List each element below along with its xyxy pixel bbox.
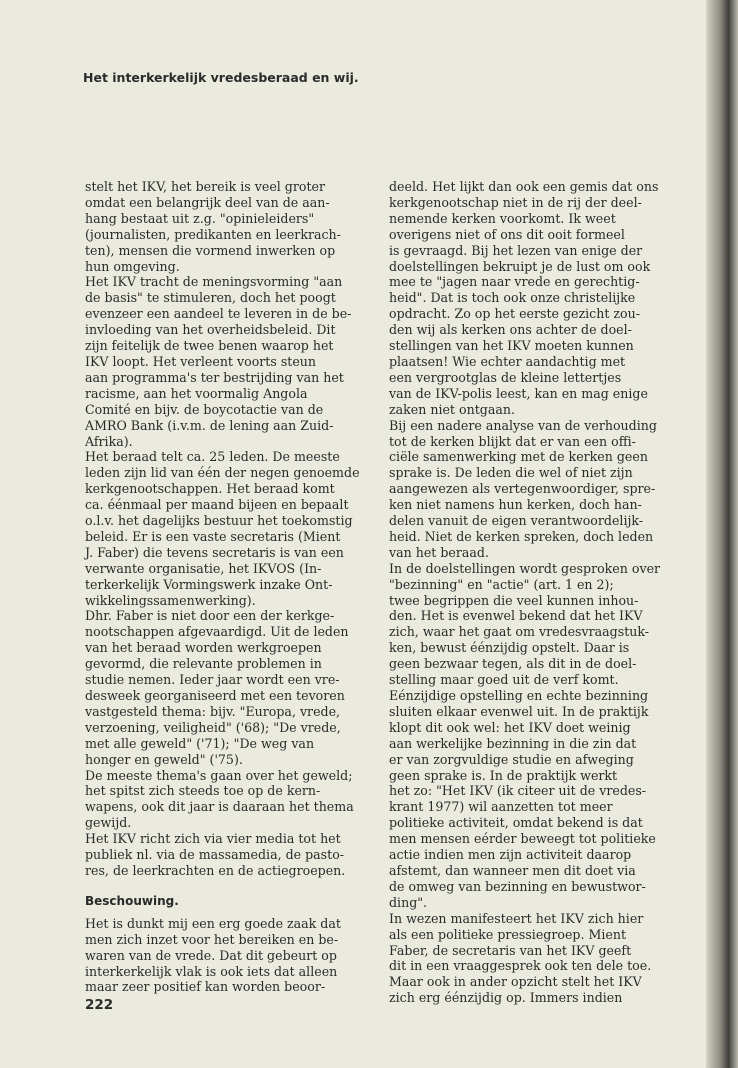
paragraph: Het beraad telt ca. 25 leden. De meeste leden zijn lid van één der negen genoemde kerkgenootschappen. Het beraad komt ca. éénmaal per maand bijeen en bepaalt o.l.v. het dagelijks bestuur het toekomstig beleid. Er is een vaste secretaris (Mient J. Faber) die tevens secretaris is van een verwante organisatie, het IKVOS (In- terkerkelijk Vormingswerk inzake Ont- wikkelingssamenwerking). <box>85 449 360 608</box>
paragraph: Het IKV richt zich via vier media tot het publiek nl. via de massamedia, de pasto- res, de leerkrachten en de actiegroepen. <box>85 831 346 878</box>
paragraph: stelt het IKV, het bereik is veel groter omdat een belangrijk deel van de aan- hang bestaat uit z.g. "opinieleiders" (journalisten, predikanten en leerkrach- ten), mensen die vormend inwerken op hun omgeving. <box>85 179 341 274</box>
left-column <box>85 179 363 995</box>
running-header: Het interkerkelijk vredesberaad en wij. <box>83 70 359 85</box>
paragraph: Dhr. Faber is niet door een der kerkge- nootschappen afgevaardigd. Uit de leden van het beraad worden werkgroepen gevormd, die relevante problemen in studie nemen. Ieder jaar wordt een vre- desweek georganiseerd met een tevoren vastgesteld thema: bijv. "Europa, vrede, verzoening, veiligheid" ('68); "De vrede, met alle geweld" ('71); "De weg van honger en geweld" ('75). <box>85 608 349 767</box>
paragraph: De meeste thema's gaan over het geweld; het spitst zich steeds toe op de kern- wapens, ook dit jaar is daaraan het thema gewijd. <box>85 767 354 831</box>
section-heading: Beschouwing. <box>85 893 179 908</box>
paragraph: deeld. Het lijkt dan ook een gemis dat ons kerkgenootschap niet in de rij der deel- nemende kerken voorkomt. Ik weet overigens niet of ons dit ooit formeel is gevraagd. Bij het lezen van enige der doelstellingen bekruipt je de lust om ook mee te "jagen naar vrede en gerechtig- heid". Dat is toch ook onze christelijke opdracht. Zo op het eerste gezicht zou- den wij als kerken ons achter de doel- stellingen van het IKV moeten kunnen plaatsen! Wie echter aandachtig met een vergrootglas de kleine lettertjes van de IKV-polis leest, kan en mag enige zaken niet ontgaan. <box>389 179 659 417</box>
paragraph: In wezen manifesteert het IKV zich hier als een politieke pressiegroep. Mient Faber, de secretaris van het IKV geeft dit in een vraaggesprek ook ten dele toe. Maar ook in ander opzicht stelt het IKV zich erg éénzijdig op. Immers indien <box>389 910 652 1006</box>
book-spine-edge <box>706 0 738 1068</box>
paragraph: In de doelstellingen wordt gesproken over "bezinning" en "actie" (art. 1 en 2); twee begrippen die veel kunnen inhou- den. Het is evenwel bekend dat het IKV zich, waar het gaat om vredesvraagstuk- ken, bewust éénzijdig opstelt. Daar is geen bezwaar tegen, als dit in de doel- stelling maar goed uit de verf komt. Eénzijdige opstelling en echte bezinning sluiten elkaar evenwel uit. In de praktijk klopt dit ook wel: het IKV doet weinig aan werkelijke bezinning in die zin dat er van zorgvuldige studie en afweging geen sprake is. In de praktijk werkt het zo: "Het IKV (ik citeer uit de vredes- krant 1977) wil aanzetten tot meer politieke activiteit, omdat bekend is dat men mensen eérder beweegt tot politieke actie indien men zijn activiteit daarop afstemt, dan wanneer men dit doet via de omweg van bezinning en bewustwor- ding". <box>389 560 661 910</box>
right-column <box>389 179 667 1006</box>
page-number: 222 <box>85 997 114 1013</box>
paragraph: Het is dunkt mij een erg goede zaak dat men zich inzet voor het bereiken en be- waren van de vrede. Dat dit gebeurt op interkerkelijk vlak is ook iets dat alleen maar zeer positief kan worden beoor- <box>85 915 341 995</box>
paragraph: Bij een nadere analyse van de verhouding tot de kerken blijkt dat er van een offi- ciële samenwerking met de kerken geen sprake is. De leden die wel of niet zijn aangewezen als vertegenwoordiger, spre- ken niet namens hun kerken, doch han- delen vanuit de eigen verantwoordelijk- heid. Niet de kerken spreken, doch leden van het beraad. <box>389 417 657 560</box>
paragraph: Het IKV tracht de meningsvorming "aan de basis" te stimuleren, doch het poogt evenzeer een aandeel te leveren in de be- invloeding van het overheidsbeleid. Dit zijn feitelijk de twee benen waarop het IKV loopt. Het verleent voorts steun aan programma's ter bestrijding van het racisme, aan het voormalig Angola Comité en bijv. de boycotactie van de AMRO Bank (i.v.m. de lening aan Zuid- Afrika). <box>85 274 352 449</box>
